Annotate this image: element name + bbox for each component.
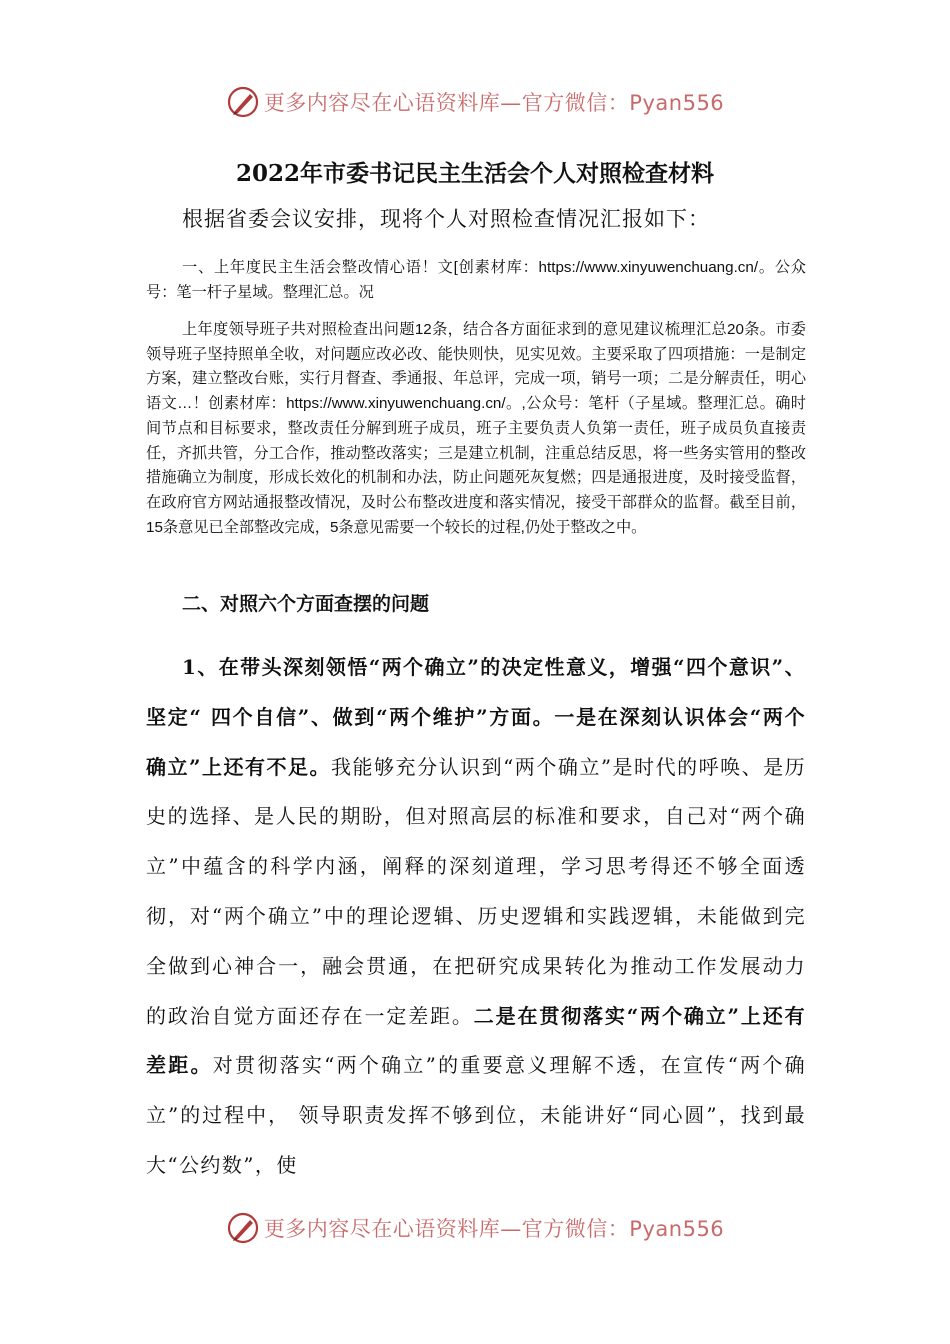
section1-body-paragraph: 上年度领导班子共对照检查出问题12条，结合各方面征求到的意见建议梳理汇总20条。市委领导班子坚持照单全收，对问题应改必改、能快则快，见实见效。主要采取了四项措施：一是制定方案，建立整改台账，实行月督查、季通报、年总评，完成一项，销号一项；二是分解责任，明心语文…！创素材库：https://www.xinyuwenchuang.cn/。,公众号：笔杆（子星域。整理汇总。确时间节点和目标要求，整改责任分解到班子成员，班子主要负责人负第一责任，班子成员负直接责任，齐抓共管，分工合作，推动整改落实；三是建立机制，注重总结反思，将一些务实管用的整改措施确立为制度，形成长效化的机制和办法，防止问题死灰复燃；四是通报进度，及时接受监督，在政府官方网站通报整改情况，及时公布整改进度和落实情况，接受干部群众的监督。截至目前，15条意见已全部整改完成，5条意见需要一个较长的过程,仍处于整改之中。 bbox=[146, 321, 806, 536]
footer-watermark-banner bbox=[0, 1208, 950, 1248]
watermark-text: 更多内容尽在心语资料库—官方微信：Pyan556 bbox=[263, 91, 725, 115]
pen-logo-icon bbox=[226, 1211, 260, 1245]
item1-body-text: 我能够充分认识到“两个确立”是时代的呼唤、是历史的选择、是人民的期盼，但对照高层的标准和要求，自己对“两个确立”中蕴含的科学内涵，阐释的深刻道理，学习思考得还不够全面透彻，对“两个确立”中的理论逻辑、历史逻辑和实践逻辑，未能做到完全做到心神合一，融会贯通，在把研究成果转化为推动工作发展动力的政治自觉方面还存在一定差距。 bbox=[146, 754, 806, 1028]
document-title: 2022年市委书记民主生活会个人对照检查材料 bbox=[235, 160, 714, 187]
item1-body-text-second: 对贯彻落实“两个确立”的重要意义理解不透，在宣传“两个确立”的过程中， 领导职责发挥不够到位，未能讲好“同心圆”，找到最大“公约数”，使 bbox=[146, 1053, 806, 1177]
watermark-text: 更多内容尽在心语资料库—官方微信：Pyan556 bbox=[263, 1217, 725, 1241]
section1-heading-paragraph: 一、上年度民主生活会整改情心语！文[创素材库：https://www.xinyuwenchuang.cn/。公众号：笔一杆子星域。整理汇总。况 bbox=[146, 259, 806, 301]
header-watermark-banner bbox=[0, 82, 950, 122]
intro-line: 根据省委会议安排，现将个人对照检查情况汇报如下： bbox=[182, 207, 710, 231]
item1-paragraph bbox=[146, 643, 806, 1191]
section2-heading: 二、对照六个方面查摆的问题 bbox=[182, 593, 430, 615]
item1-bold-second-point: 二是在贯彻落实“两个确立”上还有差距。 bbox=[146, 1003, 806, 1078]
item1-bold-lead: 1、在带头深刻领悟“两个确立”的决定性意义，增强“四个意识”、坚定“ 四个自信”、做到“两个维护”方面。一是在深刻认识体会“两个确立”上还有不足。 bbox=[146, 655, 806, 779]
pen-logo-icon bbox=[226, 85, 260, 119]
